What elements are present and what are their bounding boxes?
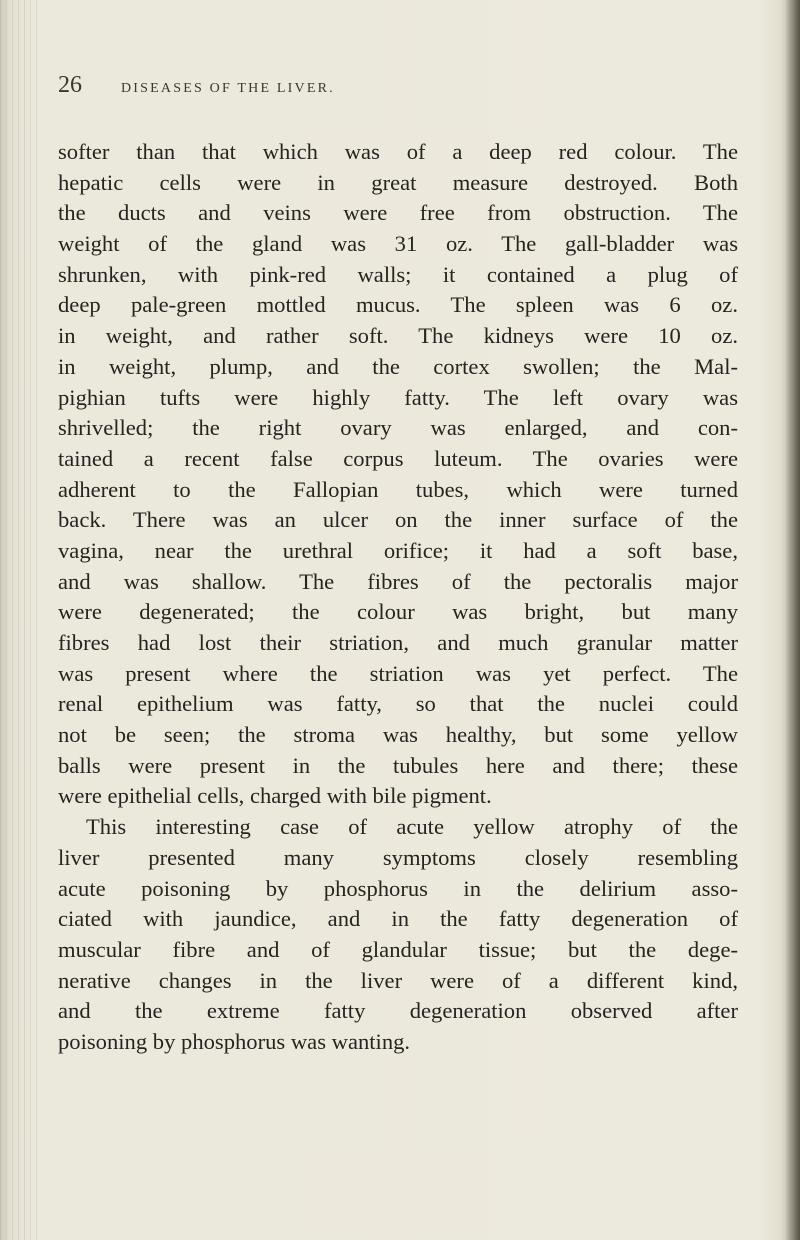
text-line: vagina, near the urethral orifice; it had a soft base, xyxy=(58,537,738,563)
text-line: weight of the gland was 31 oz. The gall-bladder was xyxy=(58,231,738,257)
text-line: pighian tufts were highly fatty. The left ovary was xyxy=(58,384,738,410)
text-line: not be seen; the stroma was healthy, but some yellow xyxy=(58,722,738,748)
page-number: 26 xyxy=(58,72,82,98)
text-line: fibres had lost their striation, and much granular matter xyxy=(58,630,738,655)
page-header xyxy=(58,64,738,100)
text-line: were epithelial cells, charged with bile pigment. xyxy=(58,783,492,809)
text-line: acute poisoning by phosphorus in the delirium asso- xyxy=(58,875,738,901)
text-line: adherent to the Fallopian tubes, which were turned xyxy=(58,476,738,502)
text-line: shrunken, with pink-red walls; it contained a plug of xyxy=(58,261,738,287)
text-line: and the extreme fatty degeneration observed after xyxy=(58,998,738,1024)
running-head: DISEASES OF THE LIVER. xyxy=(121,81,335,96)
text-line: muscular fibre and of glandular tissue; but the dege- xyxy=(58,936,738,962)
text-line: softer than that which was of a deep red colour. The xyxy=(58,139,738,164)
paragraph-start-line: This interesting case of acute yellow atrophy of the xyxy=(86,814,738,840)
text-line: back. There was an ulcer on the inner surface of the xyxy=(58,507,738,533)
page-edge-shadow xyxy=(786,0,800,1240)
text-line: and was shallow. The fibres of the pectoralis major xyxy=(58,568,738,594)
body-text xyxy=(58,137,738,1058)
text-line: in weight, plump, and the cortex swollen; the Mal- xyxy=(58,353,738,379)
text-line: poisoning by phosphorus was wanting. xyxy=(58,1028,411,1054)
text-line: nerative changes in the liver were of a different kind, xyxy=(58,967,738,993)
text-line: ciated with jaundice, and in the fatty degeneration of xyxy=(58,906,738,932)
binding-gutter xyxy=(0,0,42,1240)
text-line: the ducts and veins were free from obstruction. The xyxy=(58,200,738,226)
text-line: shrivelled; the right ovary was enlarged, and con- xyxy=(58,415,738,441)
text-line: balls were present in the tubules here and there; these xyxy=(58,752,738,778)
text-line: in weight, and rather soft. The kidneys were 10 oz. xyxy=(58,323,738,349)
text-line: renal epithelium was fatty, so that the nuclei could xyxy=(58,691,738,717)
text-line: was present where the striation was yet perfect. The xyxy=(58,660,738,686)
text-line: were degenerated; the colour was bright, but many xyxy=(58,599,738,625)
text-line: tained a recent false corpus luteum. The ovaries were xyxy=(58,445,738,471)
text-line: deep pale-green mottled mucus. The spleen was 6 oz. xyxy=(58,292,738,318)
text-line: hepatic cells were in great measure destroyed. Both xyxy=(58,169,738,195)
text-line: liver presented many symptoms closely resembling xyxy=(58,844,738,870)
